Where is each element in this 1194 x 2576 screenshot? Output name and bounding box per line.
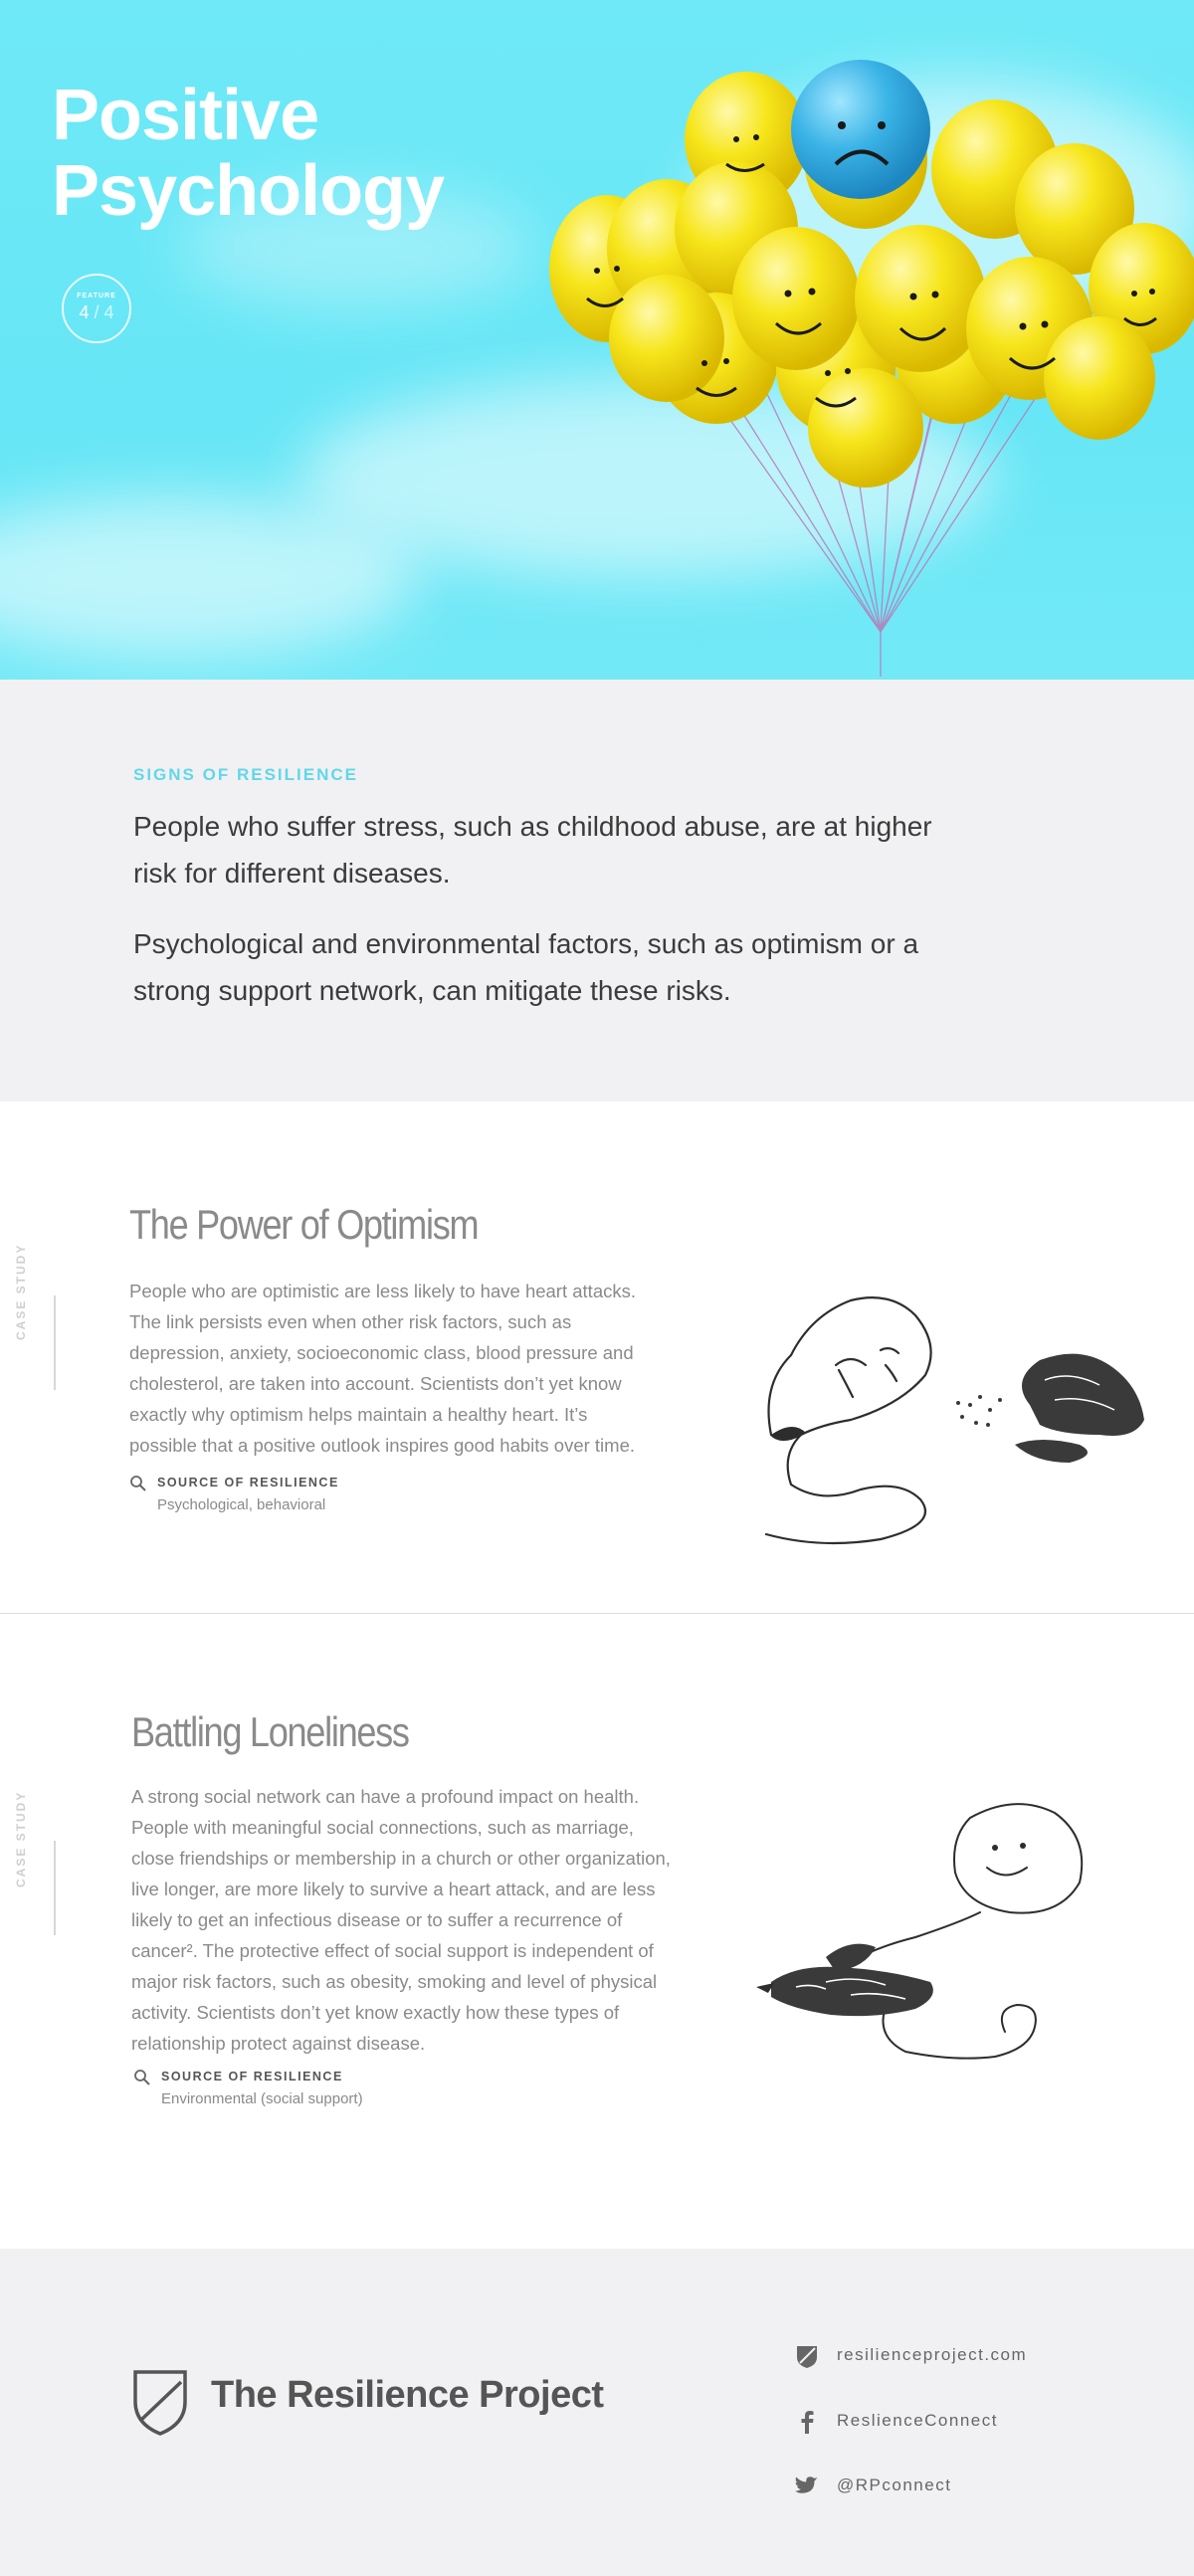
intro-paragraph-2: Psychological and environmental factors, such as optimism or a strong support network, can mitigate these risks. <box>133 928 919 1006</box>
case-study-optimism <box>0 1101 1194 1614</box>
section-eyebrow: SIGNS OF RESILIENCE <box>133 765 358 784</box>
magnifier-icon <box>133 2069 151 2086</box>
smiley-balloons-illustration <box>537 40 1194 680</box>
magnifier-icon <box>129 1475 147 1492</box>
twitter-icon <box>794 2474 820 2499</box>
case-study-label: CASE STUDY <box>14 1243 28 1340</box>
page-title-line1: Positive <box>52 76 319 155</box>
feature-current: 4 <box>79 302 90 322</box>
hero-banner <box>0 0 1194 680</box>
shield-small-icon <box>794 2343 820 2369</box>
case-study-side-label <box>14 1241 54 1340</box>
pigeon-with-balloon-illustration <box>756 1788 1114 2126</box>
feature-counter-badge <box>62 274 131 343</box>
source-title: SOURCE OF RESILIENCE <box>161 2070 343 2083</box>
signs-of-resilience-section <box>0 680 1194 1101</box>
website-link-label: resilienceproject.com <box>837 2345 1028 2364</box>
brand-name: The Resilience Project <box>211 2374 604 2416</box>
divider <box>54 1295 56 1390</box>
case-study-title: The Power of Optimism <box>129 1201 479 1248</box>
feature-separator: / <box>89 302 104 322</box>
feature-label: FEATURE <box>77 293 116 299</box>
deflated-balloon-pigeon-illustration <box>741 1286 1159 1584</box>
feature-total: 4 <box>103 302 114 322</box>
case-study-body: People who are optimistic are less likely to have heart attacks. The link persists even when other risk factors, such as depression, anxiety, socioeconomic class, blood pressure and cholesterol, are taken into account. Scientists don’t yet know exactly why optimism helps maintain a healthy heart. It’s possible that a positive outlook inspires good habits over time. <box>129 1281 636 1456</box>
case-study-body: A strong social network can have a profound impact on health. People with meaningful social connections, such as marriage, close friendships or membership in a church or other organization, live longer, are more likely to survive a heart attack, and are less likely to get an infectious disease or to suffer a recurrence of cancer². The protective effect of social support is independent of major risk factors, such as obesity, smoking and level of physical activity. Scientists don’t yet know exactly how these types of relationship protect against disease. <box>131 1786 671 2054</box>
shield-icon <box>131 2368 189 2436</box>
case-study-label: CASE STUDY <box>14 1790 28 1887</box>
case-study-title: Battling Loneliness <box>131 1708 409 1755</box>
sad-blue-balloon <box>791 60 930 199</box>
page-title <box>52 78 529 229</box>
source-value: Psychological, behavioral <box>157 1496 326 1513</box>
case-study-side-label <box>14 1788 54 1887</box>
intro-paragraph-1: People who suffer stress, such as childhood abuse, are at higher risk for different diseases. <box>133 811 932 889</box>
case-study-loneliness <box>0 1614 1194 2249</box>
facebook-link-label: ReslienceConnect <box>837 2411 998 2430</box>
source-of-resilience <box>129 1475 428 1518</box>
feature-number <box>64 302 129 323</box>
twitter-link-label: @RPconnect <box>837 2476 952 2494</box>
source-value: Environmental (social support) <box>161 2090 363 2107</box>
source-of-resilience <box>133 2069 452 2112</box>
facebook-icon <box>794 2409 820 2435</box>
source-title: SOURCE OF RESILIENCE <box>157 1476 339 1489</box>
divider <box>54 1841 56 1935</box>
page-title-line2: Psychology <box>52 151 445 231</box>
site-footer <box>0 2249 1194 2576</box>
